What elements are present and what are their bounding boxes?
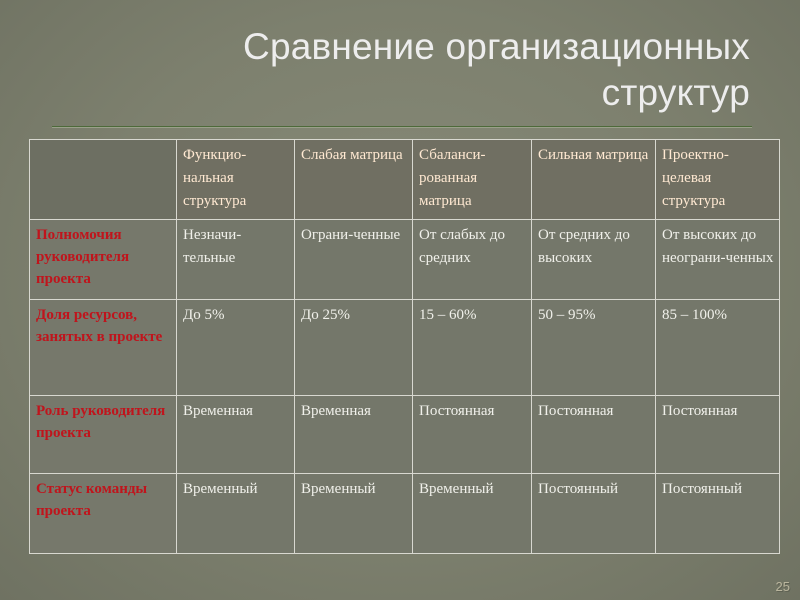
table-cell: От средних до высоких (532, 220, 656, 300)
column-header: Функцио-нальная структура (177, 140, 295, 220)
table-cell: Временная (177, 396, 295, 474)
table-corner-cell (30, 140, 177, 220)
table-cell: Постоянная (656, 396, 780, 474)
table-cell: Постоянный (656, 474, 780, 554)
column-header: Сильная матрица (532, 140, 656, 220)
table-cell: От высоких до неограни-ченных (656, 220, 780, 300)
slide-title (110, 24, 750, 116)
table-cell: До 25% (295, 300, 413, 396)
table-cell: Ограни-ченные (295, 220, 413, 300)
column-header: Проектно-целевая структура (656, 140, 780, 220)
table-cell: Временная (295, 396, 413, 474)
slide-title-line-2: структур (601, 72, 750, 113)
table-cell: Незначи-тельные (177, 220, 295, 300)
table-cell: До 5% (177, 300, 295, 396)
slide-title-line-1: Сравнение организационных (243, 26, 750, 67)
page-number: 25 (775, 579, 790, 594)
table-row (30, 474, 780, 554)
title-divider (52, 126, 752, 127)
table-cell: Временный (295, 474, 413, 554)
table-cell: Временный (177, 474, 295, 554)
table-cell: 85 – 100% (656, 300, 780, 396)
table-cell: Постоянный (532, 474, 656, 554)
table-cell: Постоянная (532, 396, 656, 474)
table-cell: Постоянная (413, 396, 532, 474)
table-row (30, 396, 780, 474)
table-cell: Временный (413, 474, 532, 554)
row-header: Полномочия руководителя проекта (30, 220, 177, 300)
table-cell: 15 – 60% (413, 300, 532, 396)
row-header: Статус команды проекта (30, 474, 177, 554)
table-cell: 50 – 95% (532, 300, 656, 396)
table-header-row (30, 140, 780, 220)
table-row (30, 220, 780, 300)
row-header: Доля ресурсов, занятых в проекте (30, 300, 177, 396)
table-cell: От слабых до средних (413, 220, 532, 300)
row-header: Роль руководителя проекта (30, 396, 177, 474)
comparison-table (29, 139, 780, 554)
table-row (30, 300, 780, 396)
column-header: Слабая матрица (295, 140, 413, 220)
column-header: Сбаланси-рованная матрица (413, 140, 532, 220)
